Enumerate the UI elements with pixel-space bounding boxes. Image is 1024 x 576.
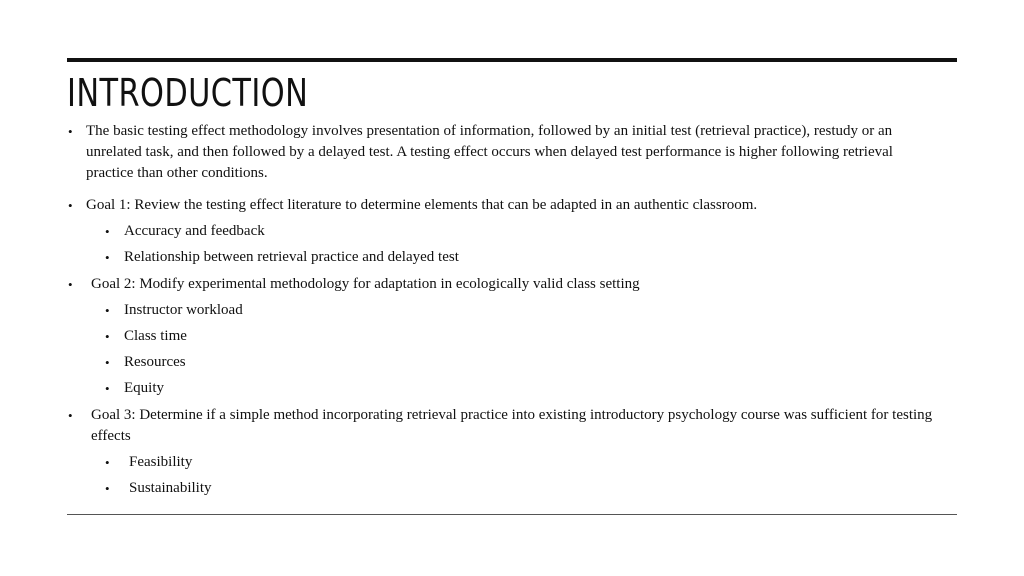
bullet-marker: • xyxy=(105,250,110,265)
sub-bullet-text: Accuracy and feedback xyxy=(124,223,265,239)
sub-bullet-text: Equity xyxy=(124,380,164,396)
sub-bullet-text: Sustainability xyxy=(129,480,212,496)
bullet-text: Goal 1: Review the testing effect literature to determine elements that can be adapted in an authentic classroom. xyxy=(86,197,758,213)
slide-body xyxy=(67,121,937,499)
slide-title: INTRODUCTION xyxy=(67,71,309,115)
bullet-marker: • xyxy=(68,124,73,139)
sub-bullet-relationship xyxy=(67,247,937,268)
bullet-methodology xyxy=(67,121,937,184)
sub-bullet-accuracy xyxy=(67,221,937,242)
sub-bullet-text: Relationship between retrieval practice and delayed test xyxy=(124,249,459,265)
bullet-marker: • xyxy=(105,455,110,470)
bullet-marker: • xyxy=(105,224,110,239)
sub-bullet-text: Feasibility xyxy=(129,454,193,470)
bullet-text: The basic testing effect methodology involves presentation of information, followed by an initial test (retrieval practice), restudy or an unrelated task, and then followed by a delayed test. A testing effect occurs when delayed test performance is higher following retrieval practice than other conditions. xyxy=(86,123,893,181)
bullet-marker: • xyxy=(105,355,110,370)
sub-bullet-class-time xyxy=(67,326,937,347)
bullet-goal-1 xyxy=(67,195,937,216)
bullet-goal-3 xyxy=(67,405,937,447)
sub-bullet-sustainability xyxy=(67,478,937,499)
bullet-marker: • xyxy=(68,408,73,423)
bullet-marker: • xyxy=(105,303,110,318)
footer-rule xyxy=(67,514,957,515)
bullet-goal-2 xyxy=(67,274,937,295)
bullet-marker: • xyxy=(68,277,73,292)
bullet-marker: • xyxy=(105,481,110,496)
sub-bullet-text: Resources xyxy=(124,354,186,370)
bullet-text: Goal 3: Determine if a simple method incorporating retrieval practice into existing introductory psychology course was sufficient for testing effects xyxy=(91,407,933,444)
sub-bullet-resources xyxy=(67,352,937,373)
bullet-marker: • xyxy=(105,381,110,396)
sub-bullet-text: Class time xyxy=(124,328,187,344)
bullet-marker: • xyxy=(105,329,110,344)
title-top-rule xyxy=(67,58,957,62)
sub-bullet-text: Instructor workload xyxy=(124,302,243,318)
bullet-marker: • xyxy=(68,198,73,213)
sub-bullet-feasibility xyxy=(67,452,937,473)
bullet-text: Goal 2: Modify experimental methodology for adaptation in ecologically valid class setting xyxy=(91,276,640,292)
sub-bullet-workload xyxy=(67,300,937,321)
sub-bullet-equity xyxy=(67,378,937,399)
